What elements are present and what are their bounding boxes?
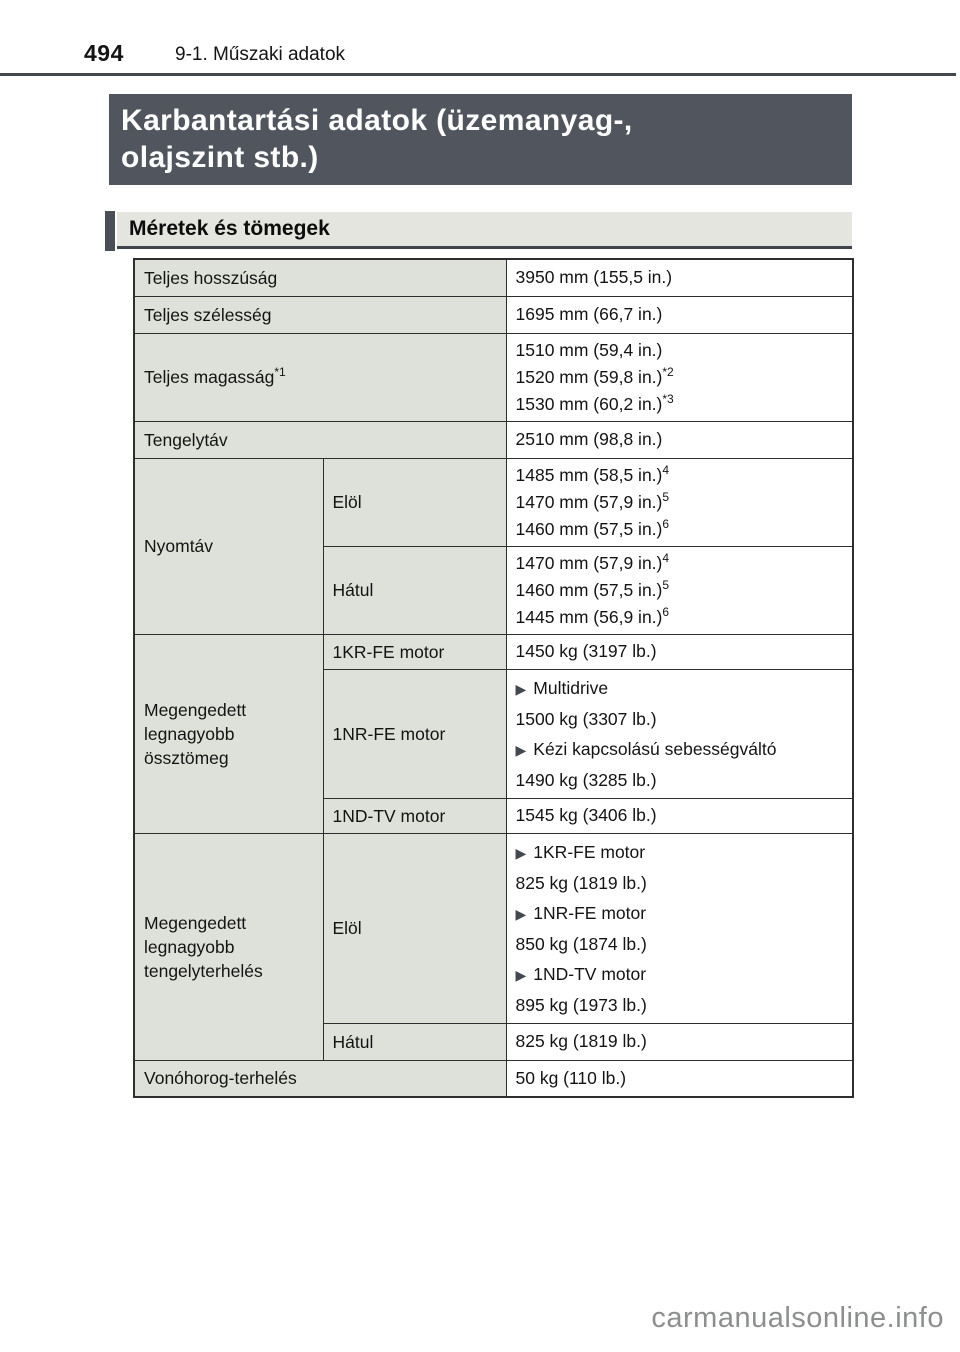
table-row bbox=[134, 333, 853, 421]
spec-label-cell: Vonóhorog-terhelés bbox=[134, 1060, 506, 1097]
engine-label-cell: 1ND-TV motor bbox=[323, 798, 506, 833]
value-text: 1510 mm (59,4 in.) bbox=[515, 339, 663, 360]
spec-label-cell: Nyomtáv bbox=[134, 458, 323, 634]
value-text: 1500 kg (3307 lb.) bbox=[515, 708, 657, 729]
watermark-text: carmanualsonline.info bbox=[651, 1302, 944, 1334]
spec-value-cell: 50 kg (110 lb.) bbox=[506, 1060, 853, 1097]
section-header-band bbox=[105, 211, 852, 251]
play-triangle-icon: ▶ bbox=[515, 966, 527, 983]
value-text: 1445 mm (56,9 in.) bbox=[515, 606, 663, 627]
value-text: 1460 mm (57,5 in.) bbox=[515, 518, 663, 539]
play-triangle-icon: ▶ bbox=[515, 844, 527, 861]
table-row bbox=[134, 296, 853, 333]
engine-label-cell: 1KR-FE motor bbox=[323, 634, 506, 669]
footnote-marker: 5 bbox=[662, 577, 670, 592]
section-header-label: Méretek és tömegek bbox=[117, 212, 852, 249]
spec-label-cell: Teljes hosszúság bbox=[134, 259, 506, 296]
value-text: 1470 mm (57,9 in.) bbox=[515, 491, 663, 512]
value-text: 850 kg (1874 lb.) bbox=[515, 933, 647, 954]
value-text: 1NR-FE motor bbox=[533, 902, 647, 923]
spec-value-cell: 1545 kg (3406 lb.) bbox=[506, 798, 853, 833]
value-line bbox=[516, 990, 847, 1020]
value-line bbox=[516, 868, 847, 898]
spec-value-cell: 3950 mm (155,5 in.) bbox=[506, 259, 853, 296]
spec-value-cell: 1450 kg (3197 lb.) bbox=[506, 634, 853, 669]
title-banner bbox=[109, 94, 852, 185]
value-line bbox=[516, 364, 847, 391]
spec-value-cell bbox=[506, 833, 853, 1023]
header-divider bbox=[0, 73, 956, 76]
value-line bbox=[516, 765, 847, 795]
value-line bbox=[516, 516, 847, 543]
value-line bbox=[516, 391, 847, 418]
spec-label-cell: Teljes szélesség bbox=[134, 296, 506, 333]
spec-sublabel-cell: Elöl bbox=[323, 458, 506, 546]
play-triangle-icon: ▶ bbox=[515, 905, 527, 922]
value-text: 895 kg (1973 lb.) bbox=[515, 994, 647, 1015]
spec-value-cell bbox=[506, 546, 853, 634]
table-row bbox=[134, 421, 853, 458]
value-text: Kézi kapcsolású sebességváltó bbox=[533, 738, 777, 759]
footnote-marker: *3 bbox=[662, 391, 674, 406]
footnote-marker: 5 bbox=[662, 489, 670, 504]
footnote-marker: *1 bbox=[274, 365, 286, 380]
spec-sublabel-cell: Hátul bbox=[323, 1023, 506, 1060]
value-line bbox=[516, 604, 847, 631]
footnote-marker: 6 bbox=[662, 516, 670, 531]
table-row bbox=[134, 833, 853, 1023]
value-text: 1485 mm (58,5 in.) bbox=[515, 464, 663, 485]
dimensions-weights-table bbox=[133, 258, 854, 1098]
value-text: 1KR-FE motor bbox=[533, 841, 646, 862]
value-text: 1530 mm (60,2 in.) bbox=[515, 393, 663, 414]
footnote-marker: 4 bbox=[662, 550, 670, 565]
value-line bbox=[516, 837, 847, 868]
value-text: 825 kg (1819 lb.) bbox=[515, 872, 647, 893]
footnote-marker: 6 bbox=[662, 604, 670, 619]
section-accent-bar bbox=[105, 211, 115, 251]
value-text: 1520 mm (59,8 in.) bbox=[515, 366, 663, 387]
page-number: 494 bbox=[84, 40, 124, 66]
table-row bbox=[134, 259, 853, 296]
footnote-marker: 4 bbox=[662, 462, 670, 477]
value-line bbox=[516, 734, 847, 765]
table-row bbox=[134, 634, 853, 669]
page-title-line2: olajszint stb.) bbox=[121, 141, 319, 174]
spec-value-cell: 825 kg (1819 lb.) bbox=[506, 1023, 853, 1060]
spec-value-cell bbox=[506, 669, 853, 798]
value-line bbox=[516, 898, 847, 929]
value-text: 1490 kg (3285 lb.) bbox=[515, 769, 657, 790]
table-row bbox=[134, 1060, 853, 1097]
value-line bbox=[516, 577, 847, 604]
value-line bbox=[516, 489, 847, 516]
value-line bbox=[516, 673, 847, 704]
value-text: 1ND-TV motor bbox=[533, 963, 647, 984]
value-line bbox=[516, 462, 847, 489]
spec-label-cell: Tengelytáv bbox=[134, 421, 506, 458]
spec-label-cell bbox=[134, 333, 506, 421]
play-triangle-icon: ▶ bbox=[515, 741, 527, 758]
spec-value-cell bbox=[506, 458, 853, 546]
spec-value-cell bbox=[506, 333, 853, 421]
spec-label: Teljes magasság bbox=[144, 367, 275, 387]
value-text: 1460 mm (57,5 in.) bbox=[515, 579, 663, 600]
spec-sublabel-cell: Elöl bbox=[323, 833, 506, 1023]
page-title-line1: Karbantartási adatok (üzemanyag-, bbox=[121, 104, 633, 137]
value-text: Multidrive bbox=[533, 677, 609, 698]
spec-sublabel-cell: Hátul bbox=[323, 546, 506, 634]
spec-value-cell: 1695 mm (66,7 in.) bbox=[506, 296, 853, 333]
breadcrumb: 9-1. Műszaki adatok bbox=[175, 44, 346, 65]
spec-label-cell: Megengedett legnagyobb össztömeg bbox=[134, 634, 323, 833]
spec-label-cell: Megengedett legnagyobb tengelyterhelés bbox=[134, 833, 323, 1060]
engine-label-cell: 1NR-FE motor bbox=[323, 669, 506, 798]
value-text: 1470 mm (57,9 in.) bbox=[515, 552, 663, 573]
value-line bbox=[516, 959, 847, 990]
value-line bbox=[516, 337, 847, 364]
value-line bbox=[516, 550, 847, 577]
footnote-marker: *2 bbox=[662, 364, 674, 379]
value-line bbox=[516, 929, 847, 959]
value-line bbox=[516, 704, 847, 734]
table-row bbox=[134, 458, 853, 546]
spec-value-cell: 2510 mm (98,8 in.) bbox=[506, 421, 853, 458]
play-triangle-icon: ▶ bbox=[515, 680, 527, 697]
